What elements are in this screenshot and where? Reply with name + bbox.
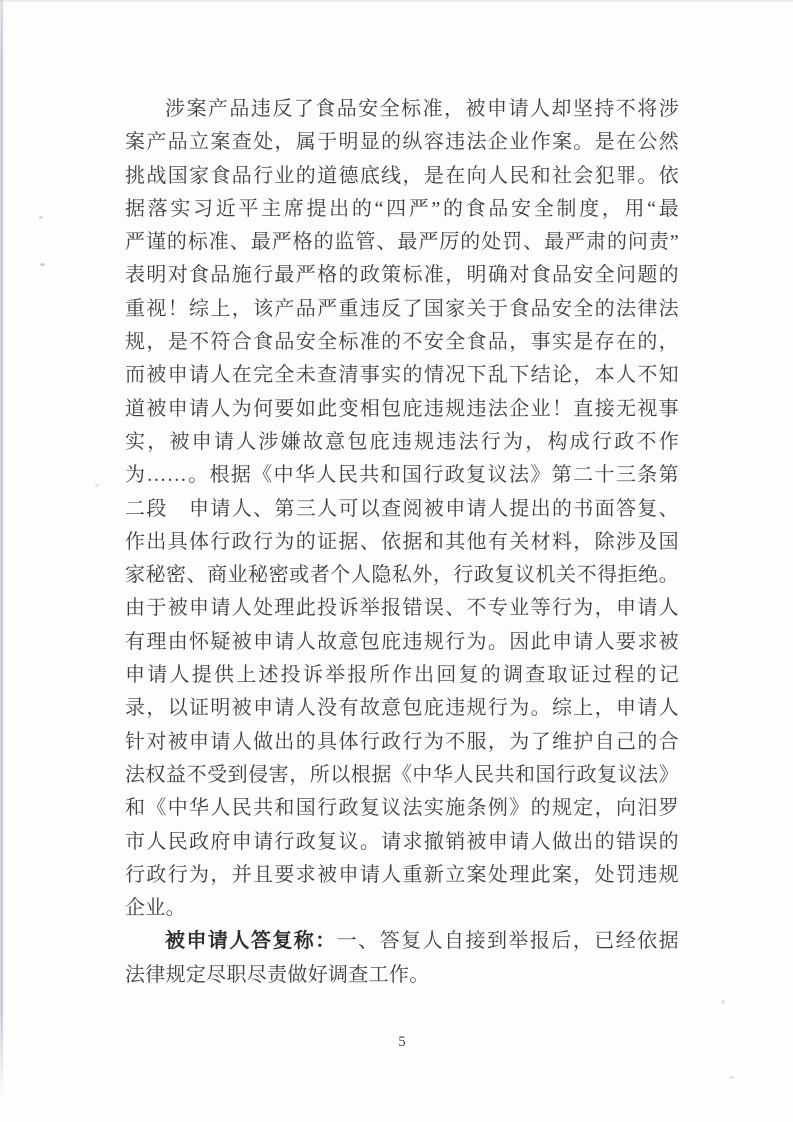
- page-number: 5: [398, 1034, 406, 1050]
- text-line: 挑战国家食品行业的道德底线，是在向人民和社会犯罪。依: [125, 164, 679, 187]
- text-line: 严谨的标准、最严格的监管、最严厉的处罚、最严肃的问责”: [125, 231, 679, 254]
- text-line: 被申请人答复称：一、答复人自接到举报后，已经依据: [165, 930, 679, 953]
- scan-speck: [40, 263, 45, 266]
- text-line: 家秘密、商业秘密或者个人隐私外，行政复议机关不得拒绝。: [125, 564, 679, 587]
- text-line: 法权益不受到侵害，所以根据《中华人民共和国行政复议法》: [125, 763, 679, 786]
- text-line: 申请人提供上述投诉举报所作出回复的调查取证过程的记: [125, 664, 679, 687]
- scan-edge-shadow-left: [0, 0, 4, 1097]
- text-line: 涉案产品违反了食品安全标准，被申请人却坚持不将涉: [165, 98, 679, 120]
- text-line: 企业。: [125, 897, 186, 920]
- document-body: [125, 93, 679, 992]
- text-line: 行政行为，并且要求被申请人重新立案处理此案，处罚违规: [125, 863, 679, 886]
- text-line: 和《中华人民共和国行政复议法实施条例》的规定，向汨罗: [125, 797, 679, 820]
- text-line: 据落实习近平主席提出的“四严”的食品安全制度，用“最: [125, 197, 679, 220]
- text-line: 作出具体行政行为的证据、依据和其他有关材料，除涉及国: [125, 530, 679, 553]
- text-line: 道被申请人为何要如此变相包庇违规违法企业！直接无视事: [125, 397, 679, 420]
- text-line: 由于被申请人处理此投诉举报错误、不专业等行为，申请人: [125, 597, 679, 620]
- text-line: 规，是不符合食品安全标准的不安全食品，事实是存在的，: [125, 331, 679, 354]
- text-line: 实，被申请人涉嫌故意包庇违规违法行为，构成行政不作: [125, 430, 679, 453]
- text-line: 法律规定尽职尽责做好调查工作。: [125, 963, 430, 986]
- text-line: 重视！综上，该产品严重违反了国家关于食品安全的法律法: [125, 297, 679, 320]
- text-line: 表明对食品施行最严格的政策标准，明确对食品安全问题的: [125, 264, 679, 287]
- text-line: 二段 申请人、第三人可以查阅被申请人提出的书面答复、: [125, 497, 679, 520]
- text-line: 而被申请人在完全未查清事实的情况下乱下结论，本人不知: [125, 364, 679, 387]
- text-line: 针对被申请人做出的具体行政行为不服，为了维护自己的合: [125, 730, 679, 753]
- bold-lead-in: 被申请人答复称：: [165, 930, 337, 953]
- scan-speck: [721, 1000, 725, 1004]
- scan-speck: [39, 216, 43, 219]
- scan-speck: [95, 484, 99, 487]
- text-line: 市人民政府申请行政复议。请求撤销被申请人做出的错误的: [125, 830, 679, 853]
- scan-edge-shadow-top: [0, 0, 793, 3]
- text-line: 有理由怀疑被申请人故意包庇违规行为。因此申请人要求被: [125, 630, 679, 653]
- text-line: 案产品立案查处，属于明显的纵容违法企业作案。是在公然: [125, 131, 679, 154]
- scan-speck: [729, 1076, 734, 1079]
- text-line: 为……。根据《中华人民共和国行政复议法》第二十三条第: [125, 464, 679, 487]
- text-line: 录，以证明被申请人没有故意包庇违规行为。综上，申请人: [125, 697, 679, 720]
